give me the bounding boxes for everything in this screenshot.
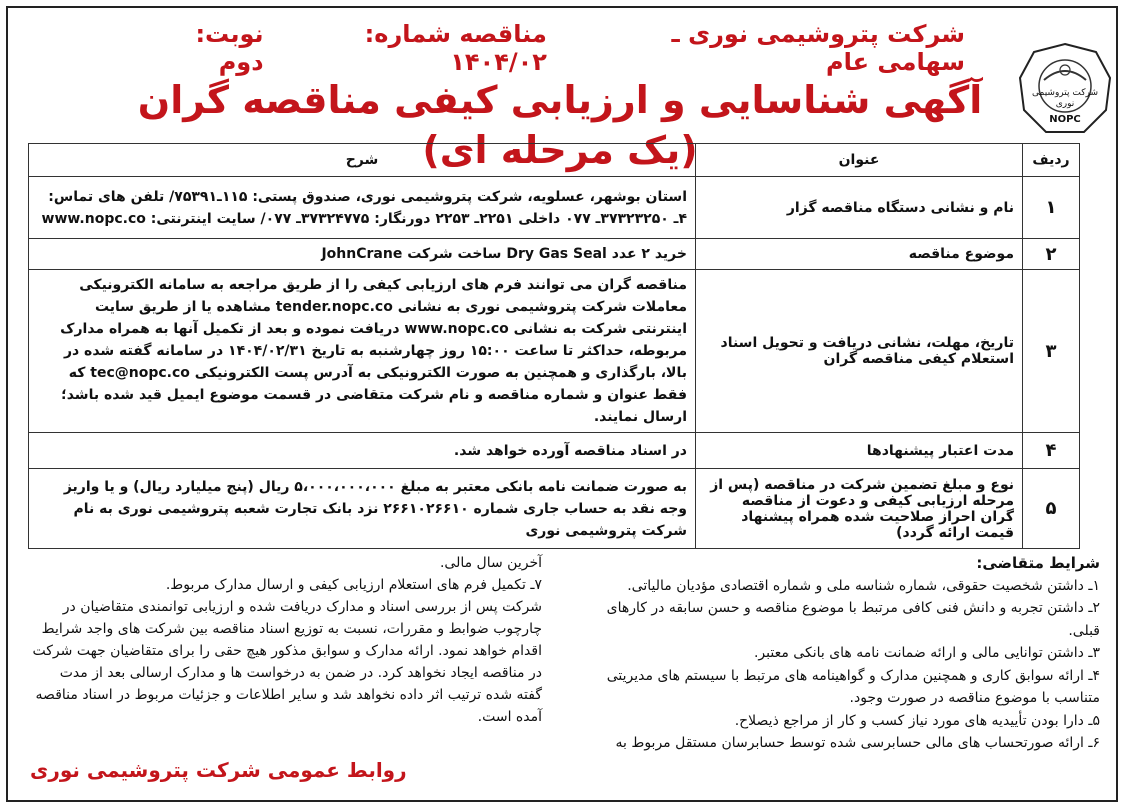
col-header-onvan: عنوان <box>696 144 1023 177</box>
table-row <box>29 433 1080 469</box>
row-number: ۳ <box>1023 270 1080 433</box>
tender-info-table <box>28 143 1080 549</box>
conditions-continued-column <box>30 552 542 728</box>
row-title: تاریخ، مهلت، نشانی دریافت و تحویل اسناد استعلام کیفی مناقصه گران <box>696 270 1023 433</box>
row-number: ۵ <box>1023 469 1080 549</box>
row-number: ۴ <box>1023 433 1080 469</box>
row-title: مدت اعتبار پیشنهادها <box>696 433 1023 469</box>
nopc-logo-icon <box>1014 40 1116 140</box>
row-title: موضوع مناقصه <box>696 239 1023 270</box>
table-row <box>29 177 1080 239</box>
conditions-column <box>588 552 1100 755</box>
page-title: آگهی شناسایی و ارزیابی کیفی مناقصه گران (یک مرحله ای) <box>137 78 983 172</box>
round-label: نوبت: دوم <box>195 20 264 76</box>
public-relations-signature: روابط عمومی شرکت پتروشیمی نوری <box>30 758 407 782</box>
company-name: شرکت پتروشیمی نوری ـ سهامی عام <box>671 20 965 76</box>
header-line <box>165 20 965 76</box>
condition-item: ۲ـ داشتن تجربه و دانش فنی کافی مرتبط با موضوع مناقصه و حسن سابقه در کارهای قبلی. <box>606 600 1100 639</box>
col-header-radif: ردیف <box>1023 144 1080 177</box>
row-description: استان بوشهر، عسلویه، شرکت پتروشیمی نوری، صندوق پستی: ۱۱۵ـ۷۵۳۹۱/ تلفن های تماس: ۴ـ ۳۷۳۲۳۲۵۰ـ ۰۷۷ داخلی ۲۲۵۱ـ ۲۲۵۳ دورنگار: ۳۷۳۲۴۷۷۵ـ ۰۷۷/ سایت اینترنتی: www.nopc.co <box>29 177 696 239</box>
row-description: مناقصه گران می توانند فرم های ارزیابی کیفی را از طریق مراجعه به سامانه الکترونیکی معاملات شرکت پتروشیمی نوری به نشانی tender.nopc.co مشاهده یا از طریق سایت اینترنتی شرکت به نشانی www.nopc.co دریافت نموده و بعد از تکمیل آنها به همراه مدارک مربوطه، حداکثر تا ساعت ۱۵:۰۰ روز چهارشنبه به تاریخ ۱۴۰۴/۰۲/۳۱ در سامانه گفته شده در بالا، بارگذاری و همچنین به صورت الکترونیکی به آدرس پست الکترونیکی tec@nopc.co که فقط عنوان و شماره مناقصه و نام شرکت متقاضی در قسمت موضوع ایمیل قید شده باشد؛ ارسال نمایند. <box>29 270 696 433</box>
row-title: نوع و مبلغ تضمین شرکت در مناقصه (پس از مرحله ارزیابی کیفی و دعوت از مناقصه گران احراز صلاحیت شده همراه پیشنهاد قیمت ارائه گردد) <box>696 469 1023 549</box>
condition-item: ۵ـ دارا بودن تأییدیه های مورد نیاز کسب و کار از مراجع ذیصلاح. <box>734 712 1100 729</box>
condition-item: ۷ـ تکمیل فرم های استعلام ارزیابی کیفی و ارسال مدارک مربوط. <box>165 577 542 593</box>
col-header-sharh: شرح <box>29 144 696 177</box>
row-description: در اسناد مناقصه آورده خواهد شد. <box>29 433 696 469</box>
row-number: ۱ <box>1023 177 1080 239</box>
condition-item: ۳ـ داشتن توانایی مالی و ارائه ضمانت نامه های بانکی معتبر. <box>753 645 1100 661</box>
conditions-title: شرایط متقاضی: <box>976 554 1100 572</box>
table-row <box>29 469 1080 549</box>
table-row <box>29 270 1080 433</box>
row-description: به صورت ضمانت نامه بانکی معتبر به مبلغ ۵،۰۰۰،۰۰۰،۰۰۰ ریال (پنج میلیارد ریال) و یا واریز وجه نقد به حساب جاری شماره ۲۶۶۱۰۲۶۶۱۰ نزد بانک تجارت شعبه پتروشیمی نوری به نام شرکت پتروشیمی نوری <box>29 469 696 549</box>
condition-continuation: آخرین سال مالی. <box>439 555 542 571</box>
logo-brand-text: شرکت پتروشیمی نوری <box>1032 88 1098 109</box>
tender-number: مناقصه شماره: ۱۴۰۴/۰۲ <box>364 20 547 76</box>
table-header-row <box>29 144 1080 177</box>
logo-abbr: NOPC <box>1049 114 1081 125</box>
table-row <box>29 239 1080 270</box>
condition-item: ۶ـ ارائه صورتحساب های مالی حسابرسی شده توسط حسابرسان مستقل مربوط به <box>615 735 1100 751</box>
condition-item: ۱ـ داشتن شخصیت حقوقی، شماره شناسه ملی و شماره اقتصادی مؤدیان مالیاتی. <box>627 577 1100 594</box>
conditions-paragraph: شرکت پس از بررسی اسناد و مدارک دریافت شده و ارزیابی توانمندی متقاضیان در چارچوب ضوابط و مقررات، نسبت به توزیع اسناد مناقصه بین شرکت های واجد شرایط اقدام خواهد نمود. ارائه مدارک و سوابق مذکور هیچ حقی را برای متقاضیان جهت شرکت در مناقصه ایجاد نخواهد کرد. در ضمن به درخواست ها و مدارک ارسالی بعد از مدت گفته شده ترتیب اثر داده نخواهد شد و سایر اطلاعات و جزئیات مربوط در اسناد مناقصه آمده است. <box>32 599 542 725</box>
condition-item: ۴ـ ارائه سوابق کاری و همچنین مدارک و گواهینامه های مرتبط با سیستم های مدیریتی متناسب با موضوع مناقصه در صورت وجود. <box>606 667 1100 706</box>
row-description: خرید ۲ عدد Dry Gas Seal ساخت شرکت JohnCrane <box>29 239 696 270</box>
row-title: نام و نشانی دستگاه مناقصه گزار <box>696 177 1023 239</box>
row-number: ۲ <box>1023 239 1080 270</box>
